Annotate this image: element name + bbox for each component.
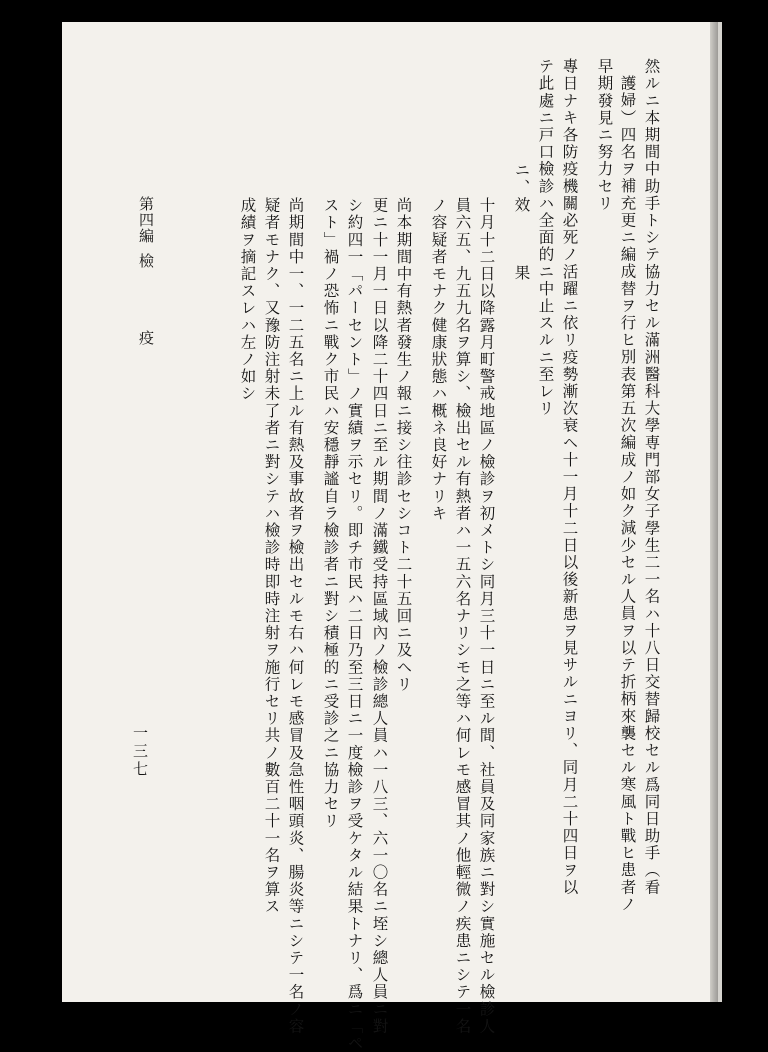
running-header-title-1: 檢 [137, 253, 155, 268]
text-column-12: シ約四一「パーセント」ノ實績ヲ示セリ。即チ市民ハ二日乃至三日ニ一度檢診ヲ受ケタル結果トナリ、爲ニ「ペ [345, 197, 364, 1052]
text-column-10: 尚本期間中有熱者發生ノ報ニ接シ往診セシコト二十五回ニ及ヘリ [394, 197, 413, 693]
text-column-5: テ此處ニ戸口檢診ハ全面的ニ中止スルニ至レリ [536, 58, 555, 418]
text-column-16: 成績ヲ摘記スレハ左ノ如シ [238, 197, 257, 403]
page-number: 一三七 [131, 725, 149, 779]
page-edge [710, 22, 718, 1002]
text-column-2: 護婦）四名ヲ補充更ニ編成替ヲ行ヒ別表第五次編成ノ如ク減少セル人員ヲ以テ折柄來襲セル寒風ト戰ヒ患者ノ [618, 75, 637, 913]
text-column-7: 十月十二日以降露月町警戒地區ノ檢診ヲ初メトシ同月三十一日ニ至ル間、社員及同家族ニ對シ實施セル檢診人 [477, 197, 496, 1035]
text-column-8: 員六五、九五九名ヲ算シ、檢出セル有熱者ハ一五六名ナリシモ之等ハ何レモ感冒其ノ他輕微ノ疾患ニシテ一名 [453, 197, 472, 1035]
section-heading: ニ、效 果 [512, 162, 531, 282]
running-header-chapter: 第四編 [137, 196, 155, 244]
text-column-4: 專日ナキ各防疫機關必死ノ活躍ニ依リ疫勢漸次衰ヘ十一月十二日以後新患ヲ見サルニヨリ、同月二十四日ヲ以 [560, 58, 579, 896]
text-column-15: 疑者モナク、又豫防注射未了者ニ對シテハ檢診時即時注射ヲ施行セリ共ノ數百二十一名ヲ算ス [262, 197, 281, 916]
running-header-title-2: 疫 [137, 330, 155, 345]
text-column-3: 早期發見ニ努力セリ [595, 58, 614, 212]
text-column-1: 然ルニ本期間中助手トシテ協力セル滿洲醫科大學専門部女子學生二一名ハ十八日交替歸校セル爲同日助手（看 [642, 58, 661, 896]
text-column-9: ノ容疑者モナク健康狀態ハ概ネ良好ナリキ [429, 197, 448, 522]
text-column-13: スト」禍ノ恐怖ニ戰ク市民ハ安穩靜謐自ラ檢診者ニ對シ積極的ニ受診之ニ協力セリ [321, 197, 340, 830]
text-column-14: 尚期間中一、一二五名ニ上ル有熱及事故者ヲ檢出セルモ右ハ何レモ感冒及急性咽頭炎、腸炎等ニシテ一名ノ容 [286, 197, 305, 1035]
text-column-11: 更ニ十一月一日以降二十四日ニ至ル期間ノ滿鐵受持區域內ノ檢診總人員ハ一八三、六一〇名ニ垤シ總人員ニ對 [370, 197, 389, 1035]
